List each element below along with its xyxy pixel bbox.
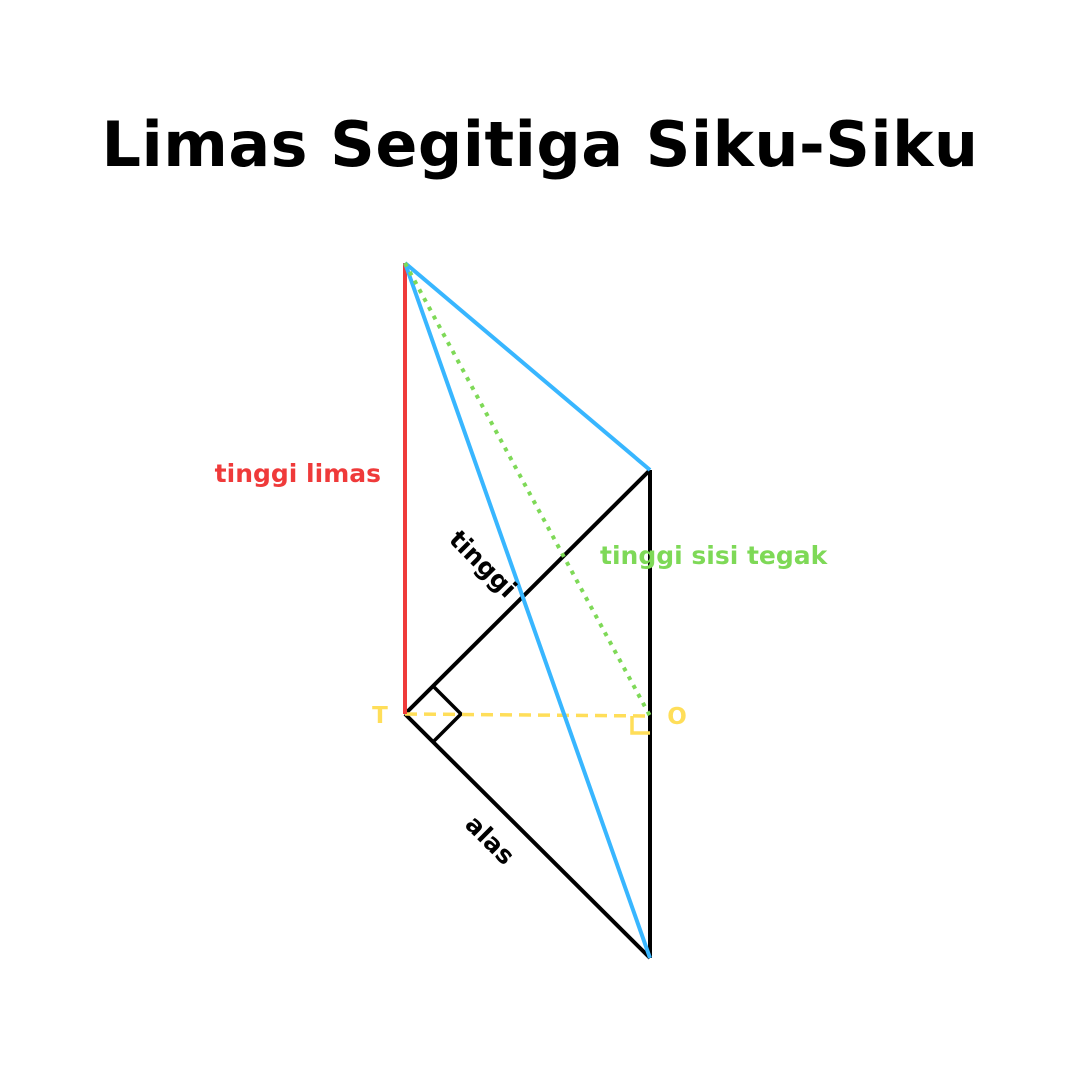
base-edge-alas — [405, 714, 650, 958]
label-tinggi: tinggi — [443, 524, 523, 604]
label-alas: alas — [459, 809, 521, 871]
label-tinggi-limas: tinggi limas — [214, 459, 381, 488]
line-t-to-o — [405, 714, 650, 716]
label-point-t: T — [372, 703, 388, 729]
page-title: Limas Segitiga Siku-Siku — [101, 108, 979, 181]
right-angle-mark-o — [632, 716, 650, 733]
label-point-o: O — [667, 704, 687, 730]
label-tinggi-sisi-tegak: tinggi sisi tegak — [600, 541, 828, 570]
base-edge-tinggi — [405, 470, 650, 714]
line-tinggi-sisi-tegak — [405, 263, 650, 716]
